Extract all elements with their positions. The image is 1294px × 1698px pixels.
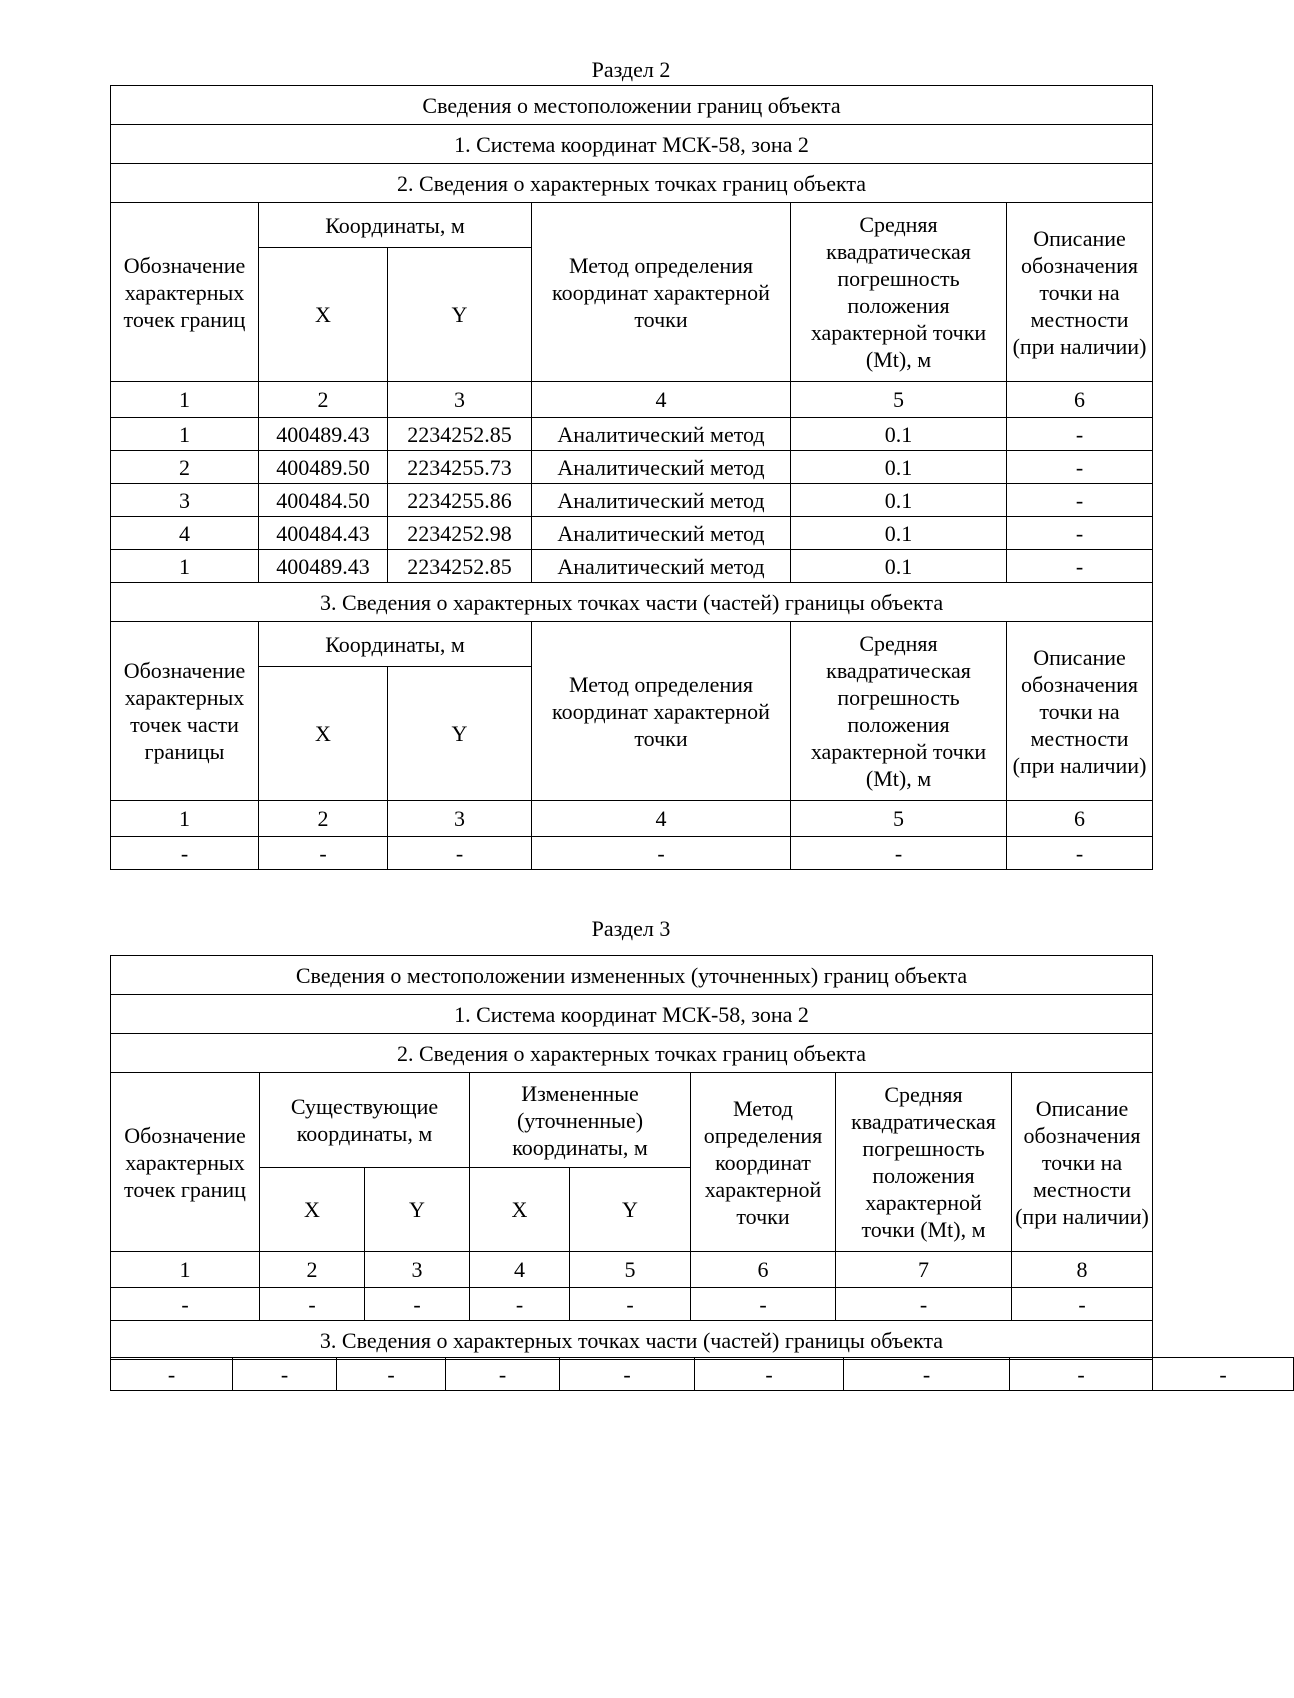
description: -	[1007, 484, 1153, 517]
s3-header-error: Средняя квадратическая погрешность положения характерной точки (Mt), м	[836, 1073, 1012, 1252]
s3-header-y2: Y	[570, 1168, 691, 1252]
coord-y: 2234255.86	[388, 484, 532, 517]
cell: -	[844, 1358, 1010, 1391]
cell: -	[365, 1288, 470, 1321]
col-number: 4	[470, 1252, 570, 1288]
col-number: 5	[791, 382, 1007, 418]
section3-title: Раздел 3	[591, 916, 671, 941]
section3-heading: Сведения о местоположении измененных (уточненных) границ объекта	[111, 956, 1153, 995]
col-number: 3	[388, 382, 532, 418]
col-number: 8	[1012, 1252, 1153, 1288]
col-number: 2	[259, 801, 388, 837]
description: -	[1007, 451, 1153, 484]
s3-header-existing: Существующие координаты, м	[260, 1073, 470, 1168]
table-row	[111, 484, 1153, 517]
error: 0.1	[791, 418, 1007, 451]
section2-title: Раздел 2	[591, 57, 671, 82]
method: Аналитический метод	[532, 451, 791, 484]
parts-header-y: Y	[388, 667, 532, 801]
error: 0.1	[791, 484, 1007, 517]
cell: -	[1007, 837, 1153, 870]
parts-header-coords: Координаты, м	[259, 622, 532, 667]
section3-parts-title: 3. Сведения о характерных точках части (частей) границы объекта	[111, 1321, 1153, 1360]
s3-header-designation: Обозначение характерных точек границ	[111, 1073, 260, 1252]
col-number: 3	[365, 1252, 470, 1288]
col-number: 1	[111, 801, 259, 837]
method: Аналитический метод	[532, 550, 791, 583]
s3-header-y1: Y	[365, 1168, 470, 1252]
table-row	[111, 837, 1153, 870]
cell: -	[570, 1288, 691, 1321]
s3-header-x1: X	[260, 1168, 365, 1252]
section2-points-title: 2. Сведения о характерных точках границ объекта	[111, 164, 1153, 203]
header-method: Метод определения координат характерной точки	[532, 203, 791, 382]
coord-x: 400484.50	[259, 484, 388, 517]
cell: -	[691, 1288, 836, 1321]
table-row	[111, 451, 1153, 484]
cell: -	[791, 837, 1007, 870]
col-number: 6	[1007, 382, 1153, 418]
s3-column-numbers-row	[111, 1252, 1153, 1288]
cell: -	[111, 837, 259, 870]
coord-y: 2234252.85	[388, 418, 532, 451]
point-number: 1	[111, 550, 259, 583]
cell: -	[111, 1358, 233, 1391]
col-number: 3	[388, 801, 532, 837]
coord-x: 400484.43	[259, 517, 388, 550]
coord-x: 400489.50	[259, 451, 388, 484]
cell: -	[1010, 1358, 1153, 1391]
s3-header-changed: Измененные (уточненные) координаты, м	[470, 1073, 691, 1168]
coord-y: 2234252.85	[388, 550, 532, 583]
cell: -	[560, 1358, 695, 1391]
cell: -	[233, 1358, 337, 1391]
s3-header-x2: X	[470, 1168, 570, 1252]
point-number: 1	[111, 418, 259, 451]
description: -	[1007, 418, 1153, 451]
parts-column-numbers-row	[111, 801, 1153, 837]
error: 0.1	[791, 550, 1007, 583]
cell: -	[695, 1358, 844, 1391]
header-y: Y	[388, 248, 532, 382]
cell: -	[337, 1358, 446, 1391]
section3-coord-system: 1. Система координат МСК-58, зона 2	[111, 995, 1153, 1034]
section2-parts-title: 3. Сведения о характерных точках части (частей) границы объекта	[111, 583, 1153, 622]
cell: -	[1012, 1288, 1153, 1321]
table-row	[111, 1358, 1294, 1391]
col-number: 6	[691, 1252, 836, 1288]
cell: -	[470, 1288, 570, 1321]
cell: -	[388, 837, 532, 870]
parts-header-description: Описание обозначения точки на местности (при наличии)	[1007, 622, 1153, 801]
coord-y: 2234252.98	[388, 517, 532, 550]
parts-header-method: Метод определения координат характерной точки	[532, 622, 791, 801]
section2-heading: Сведения о местоположении границ объекта	[111, 86, 1153, 125]
coord-y: 2234255.73	[388, 451, 532, 484]
table-row	[111, 1288, 1153, 1321]
col-number: 5	[791, 801, 1007, 837]
cell: -	[111, 1288, 260, 1321]
description: -	[1007, 550, 1153, 583]
cell: -	[259, 837, 388, 870]
col-number: 1	[111, 1252, 260, 1288]
s3-header-method: Метод определения координат характерной точки	[691, 1073, 836, 1252]
col-number: 4	[532, 382, 791, 418]
method: Аналитический метод	[532, 517, 791, 550]
col-number: 2	[260, 1252, 365, 1288]
section2-table	[110, 85, 1153, 870]
section3-table	[110, 955, 1153, 1360]
col-number: 2	[259, 382, 388, 418]
method: Аналитический метод	[532, 484, 791, 517]
header-coords: Координаты, м	[259, 203, 532, 248]
table-row	[111, 550, 1153, 583]
error: 0.1	[791, 517, 1007, 550]
coord-x: 400489.43	[259, 418, 388, 451]
s3-header-description: Описание обозначения точки на местности (при наличии)	[1012, 1073, 1153, 1252]
cell: -	[446, 1358, 560, 1391]
cell: -	[260, 1288, 365, 1321]
col-number: 6	[1007, 801, 1153, 837]
point-number: 3	[111, 484, 259, 517]
col-number: 1	[111, 382, 259, 418]
cell: -	[532, 837, 791, 870]
header-description: Описание обозначения точки на местности (при наличии)	[1007, 203, 1153, 382]
point-number: 4	[111, 517, 259, 550]
error: 0.1	[791, 451, 1007, 484]
header-error: Средняя квадратическая погрешность положения характерной точки (Mt), м	[791, 203, 1007, 382]
table-row	[111, 517, 1153, 550]
point-number: 2	[111, 451, 259, 484]
section3-parts-table	[110, 1357, 1294, 1391]
parts-header-error: Средняя квадратическая погрешность положения характерной точки (Mt), м	[791, 622, 1007, 801]
column-numbers-row	[111, 382, 1153, 418]
method: Аналитический метод	[532, 418, 791, 451]
col-number: 7	[836, 1252, 1012, 1288]
parts-header-designation: Обозначение характерных точек части границы	[111, 622, 259, 801]
table-row	[111, 418, 1153, 451]
col-number: 4	[532, 801, 791, 837]
cell: -	[1153, 1358, 1294, 1391]
header-x: X	[259, 248, 388, 382]
header-designation: Обозначение характерных точек границ	[111, 203, 259, 382]
col-number: 5	[570, 1252, 691, 1288]
parts-header-x: X	[259, 667, 388, 801]
section2-coord-system: 1. Система координат МСК-58, зона 2	[111, 125, 1153, 164]
section3-points-title: 2. Сведения о характерных точках границ объекта	[111, 1034, 1153, 1073]
coord-x: 400489.43	[259, 550, 388, 583]
cell: -	[836, 1288, 1012, 1321]
description: -	[1007, 517, 1153, 550]
